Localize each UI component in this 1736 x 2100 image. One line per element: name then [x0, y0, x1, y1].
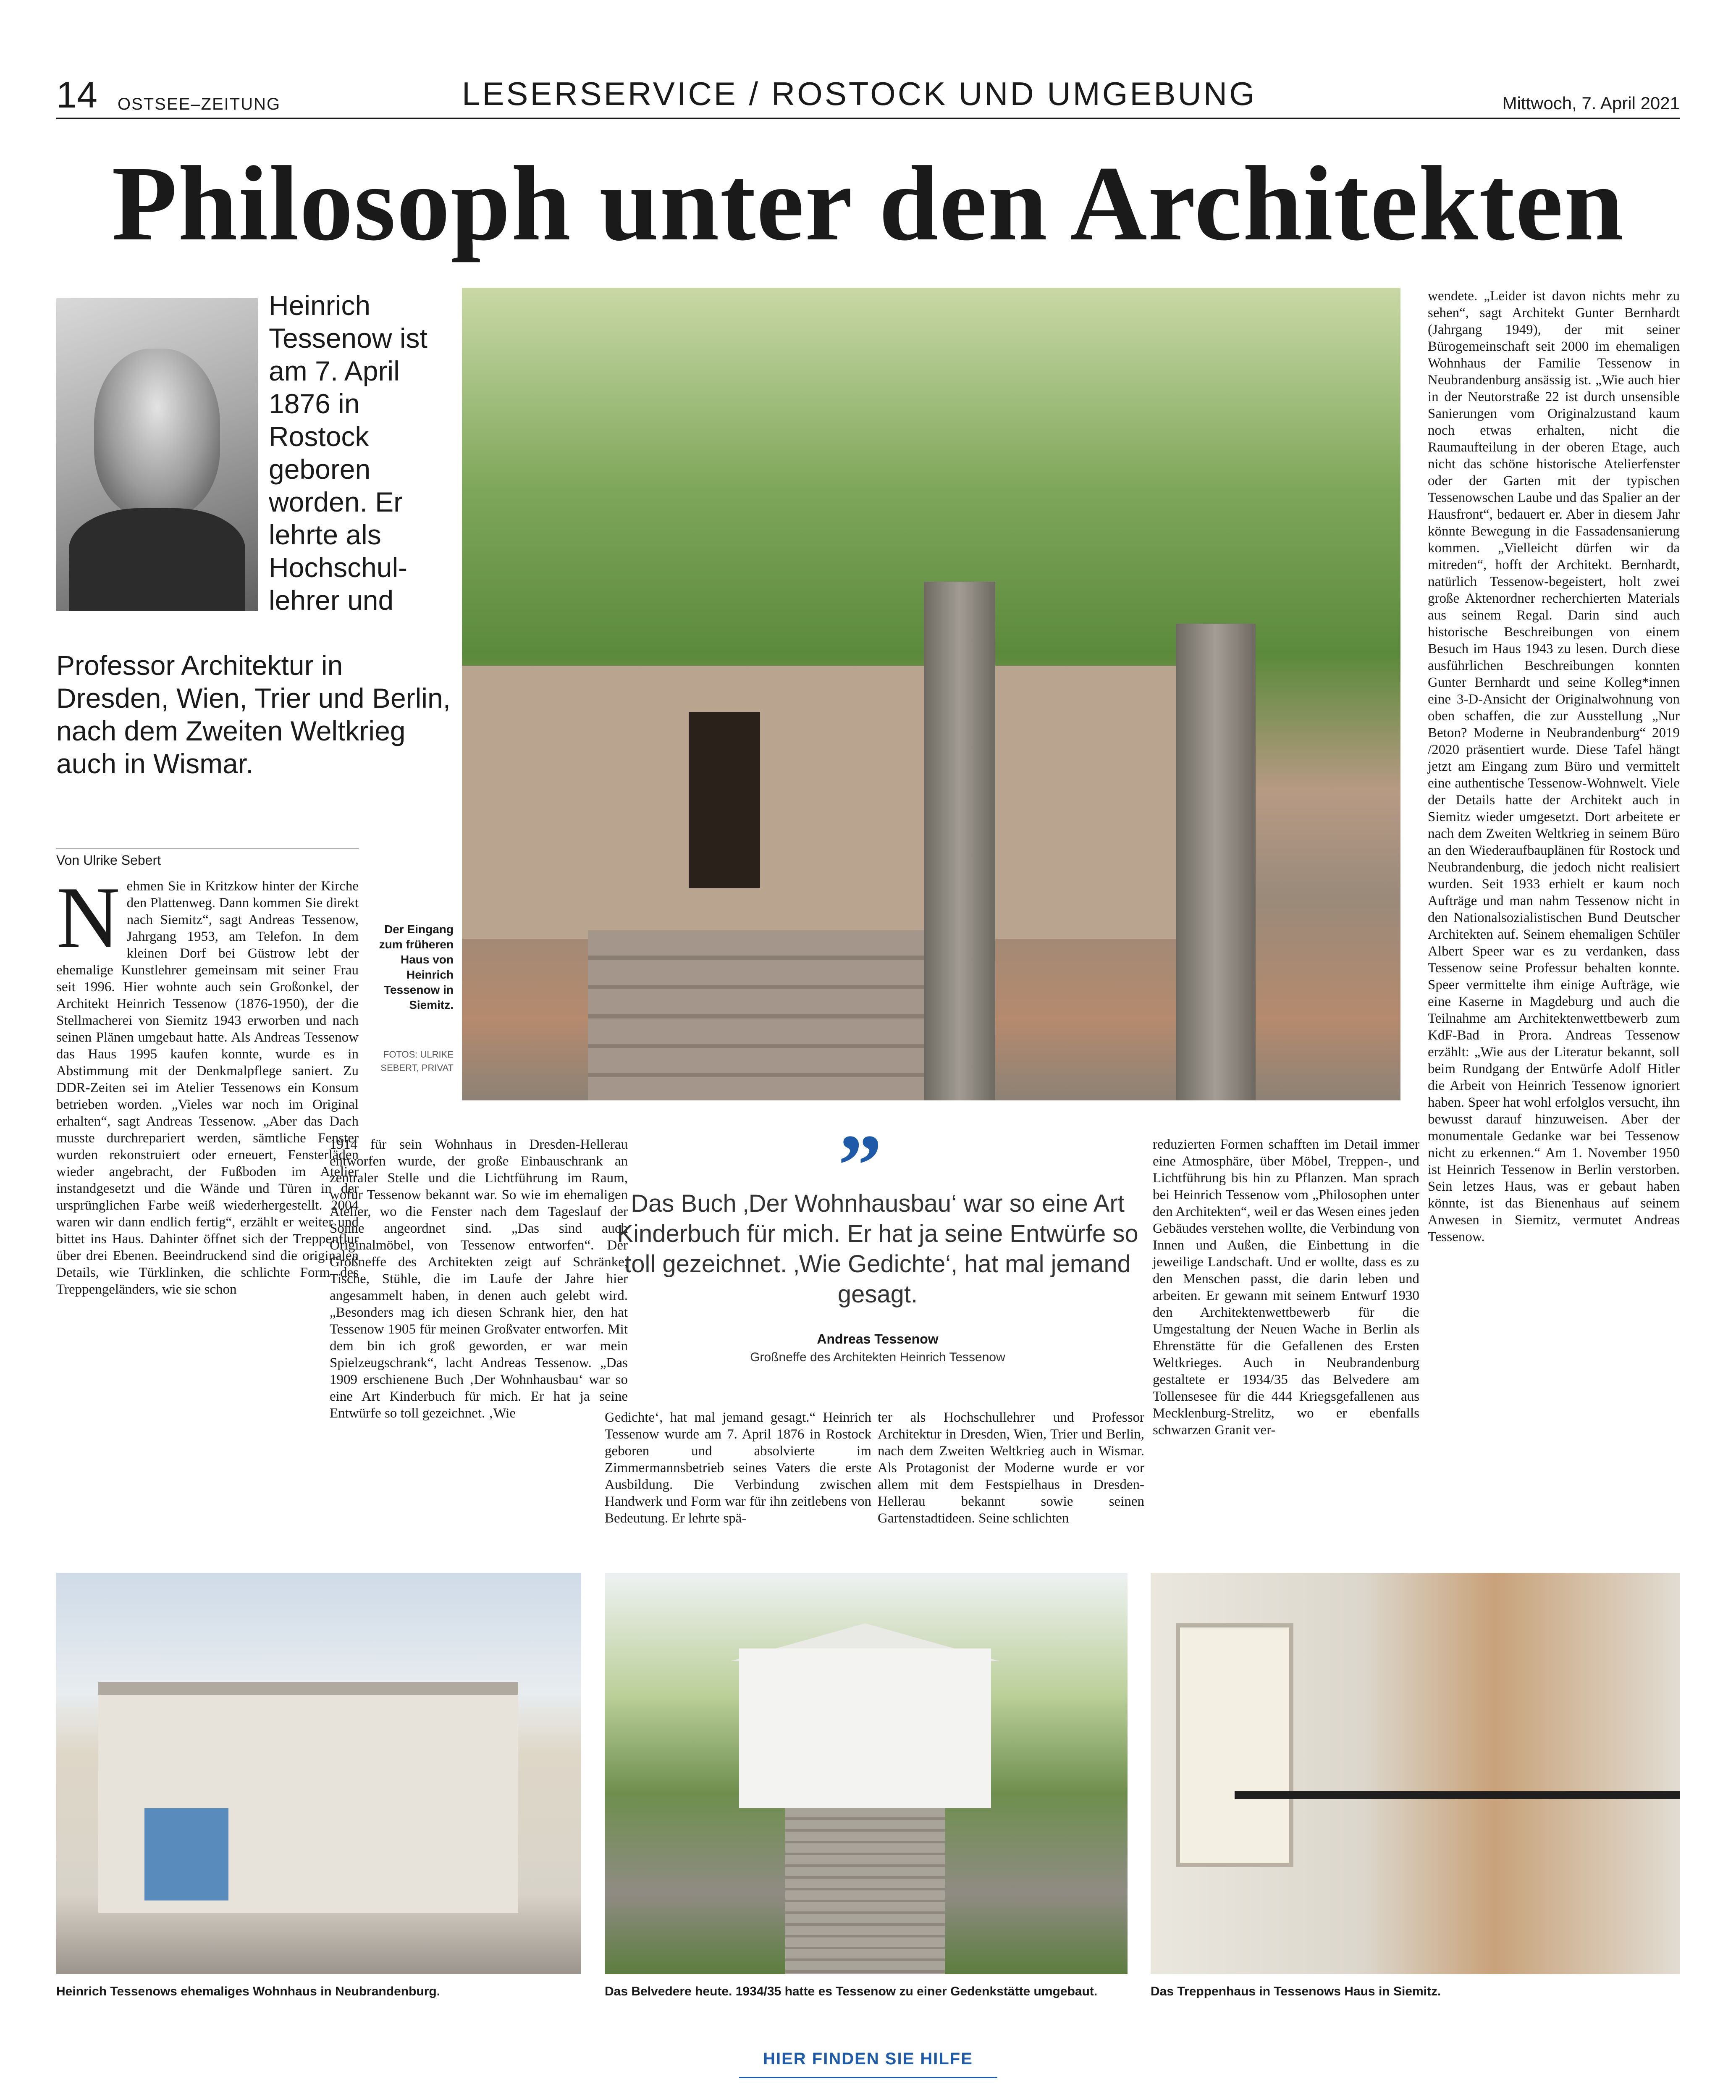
photo-caption: Heinrich Tessenows ehemaliges Wohnhaus in Neubrandenburg.: [56, 1984, 441, 1998]
house-door: [689, 712, 760, 888]
section-title: LESERSERVICE / ROSTOCK UND UMGEBUNG: [462, 75, 1257, 112]
headline: Philosoph unter den Architekten: [112, 144, 1624, 263]
article-column-6: wendete. „Leider ist davon nichts mehr zu sehen“, sagt Architekt Gunter Bernhardt (Jahrgang 1949), der mit seiner Bürogemeinschaft seit 2000 im ehemaligen Wohnhaus der Familie Tessenow in Neubrandenburg ansässig ist. „Wie auch hier in der Neutorstraße 22 ist durch unsensible Sanierungen vom Originalzustand kaum noch etwas erhalten, nicht die Raumaufteilung in der oberen Etage, auch nicht das schöne historische Atelierfenster oder der Garten mit der typischen Tessenowschen Laube und das Spalier an der Hausfront“, bedauert er. Aber in diesem Jahr könnte Bewegung in die Fassadensanierung kommen. „Vielleicht dürfen wir da mitreden“, hofft der Architekt. Bernhardt, natürlich Tessenow-begeistert, holt zwei große Aktenordner recherchierten Materials aus seinem Regal. Darin sind auch historische Beschreibungen von einem Besuch im Haus 1943 zu lesen. Durch diese ausführlichen Beschreibungen konnten Gunter Bernhardt und seine Kolleg*innen eine 3-D-Ansicht der Originalwohnung von oben schaffen, die zur Ausstellung „Nur Beton? Moderne in Neubrandenburg“ 2019 /2020 präsentiert wurde. Diese Tafel hängt jetzt am Eingang zum Büro und vermittelt eine authentische Tessenow-Wohnwelt. Viele der Details hatte der Architekt auch in Siemitz wieder umgesetzt. Dort arbeitete er nach dem Zweiten Weltkrieg in seinem Büro an den Wiederaufbauplänen für Rostock und Neubrandenburg, die jedoch nicht realisiert wurden. Seit 1933 erhielt er kaum noch Aufträge und man nahm Tessenow nicht in den Nationalsozialistischen Bund Deutscher Architekten auf. Seinem ehemaligen Schüler Albert Speer war es zu verdanken, dass Tessenow seine Professur behalten konnte. Speer vermittelte ihm einige Aufträge, wie eine Kaserne in Magdeburg und auch die Teilnahme am Architektenwettbewerb zum KdF-Bad in Prora. Andreas Tessenow erzählt: „Wie aus der Literatur bekannt, soll beim Rundgang der Entwürfe Adolf Hitler die Arbeit von Heinrich Tessenow ignoriert haben. Speer hat wohl erfolglos versucht, ihn bewusst darauf hinzuweisen. Aber der monumentale Gedanke war bei Tessenow nicht zu erkennen.“ Am 1. November 1950 ist Heinrich Tessenow in Berlin verstorben. Sein letzes Haus, was er gebaut haben könnte, ist das Bienenhaus auf seinem Anwesen in Siemitz, vermutet Andreas Tessenow.: [1428, 289, 1680, 1244]
photo-staircase: [1151, 1573, 1680, 1974]
portrait-photo: [56, 298, 258, 611]
photo-caption: Das Belvedere heute. 1934/35 hatte es Tessenow zu einer Gedenkstätte umgebaut.: [605, 1984, 1098, 1998]
temple: [739, 1648, 991, 1808]
photo-belvedere: [605, 1573, 1128, 1974]
main-photo-caption: Der Eingang zum früheren Haus von Heinrich Tessenow in Siemitz.: [379, 923, 454, 1011]
photo-caption: Das Treppenhaus in Tessenows Haus in Siemitz.: [1151, 1984, 1441, 1998]
header-rule: [56, 118, 1680, 119]
paper-name: OSTSEE–ZEITUNG: [118, 95, 281, 113]
help-title-rule: [739, 2077, 997, 2078]
window: [1176, 1623, 1293, 1867]
stone-stairs: [785, 1808, 945, 1974]
quote-author: Andreas Tessenow: [817, 1331, 939, 1347]
tree-trunk: [1176, 624, 1256, 1100]
handrail: [1235, 1791, 1680, 1799]
blue-door: [144, 1808, 228, 1900]
intro-text-left: Professor Architektur in Dresden, Wien, Trier und Berlin, nach dem Zweiten Weltkrieg auch in Wismar.: [56, 650, 451, 779]
article-column-2: 1914 für sein Wohnhaus in Dresden-Hellerau entworfen wurde, der große Einbauschrank an zentraler Stelle und die Lichtführung im Raum, wofür Tessenow bekannt war. So wie im ehemaligen Atelier, wo die Fenster nach dem Tageslauf der Sonne angeordnet sind. „Das sind auch Originalmöbel, von Tessenow entworfen“. Der Großneffe des Architekten zeigt auf Schränke, Tische, Stühle, die im Laufe der Jahre hier angesammelt haben, in denen auch gelebt wird. „Besonders mag ich diesen Schrank hier, den hat Tessenow 1905 für meinen Großvater entworfen. Mit dem bin ich groß geworden, er war mein Spielzeugschrank“, lacht Andreas Tessenow. „Das 1909 erschienene Buch ‚Der Wohnhausbau‘ war so eine Art Kinderbuch für mich. Er hat ja seine Entwürfe so toll gezeichnet. ‚Wie: [330, 1137, 628, 1421]
house-wall: [462, 666, 1176, 939]
portrait-face: [94, 349, 220, 517]
article-column-4: ter als Hochschullehrer und Professor Architektur in Dresden, Wien, Trier und Berlin, nach dem Zweiten Weltkrieg auch in Wismar. Als Protagonist der Moderne wurde er vor allem mit dem Festspielhaus in Dresden-Hellerau bekannt sowie seinen Gartenstadtideen. Seine schlichten: [878, 1410, 1144, 1526]
quote-author-role: Großneffe des Architekten Heinrich Tessenow: [750, 1350, 1005, 1364]
quote-icon: ”: [838, 1117, 882, 1214]
help-section-title: HIER FINDEN SIE HILFE: [763, 2050, 973, 2068]
article-column-3: Gedichte‘, hat mal jemand gesagt.“ Heinrich Tessenow wurde am 7. April 1876 in Rostock geboren und absolvierte im Zimmermannsbetrieb seines Vaters die erste Ausbildung. Die Verbindung zwischen Handwerk und Form war für ihn zeitlebens von Bedeutung. Er lehrte spä-: [605, 1410, 871, 1526]
entrance-steps: [588, 930, 966, 1100]
article-column-5: reduzierten Formen schafften im Detail immer eine Atmosphäre, über Möbel, Treppen-, und Lichtführung bis hin zu Pflanzen. Man sprach bei Heinrich Tessenow vom „Philosophen unter den Architekten“, weil er das Wesen eines jeden Gebäudes verstehen wollte, die Verbindung von Innen und Außen, die Einbettung in die jeweilige Landschaft. Und er wollte, dass es zu den Menschen passt, die darin leben und arbeiten. Er gewann mit seinem Entwurf 1930 den Architektenwettbewerb für die Umgestaltung der Neuen Wache in Berlin als Ehrenstätte für die Gefallenen des Ersten Weltkrieges. Auch in Neubrandenburg gestaltete er 1934/35 das Belvedere am Tollensesee für die 444 Kriegsgefallenen aus Mecklenburg-Strelitz, wo er ebenfalls schwarzen Granit ver-: [1153, 1137, 1419, 1438]
article-column-1: [56, 869, 359, 1298]
page-number: 14: [56, 74, 97, 116]
issue-date: Mittwoch, 7. April 2021: [1502, 93, 1680, 113]
pull-quote: Das Buch ‚Der Wohnhausbau‘ war so eine Art Kinderbuch für mich. Er hat ja seine Entwürfe so toll gezeichnet. ‚Wie Gedichte‘, hat mal jemand gesagt.: [617, 1190, 1138, 1308]
byline: Von Ulrike Sebert: [56, 848, 359, 868]
portrait-coat: [69, 508, 245, 611]
photo-house-neubrandenburg: [56, 1573, 581, 1974]
intro-text-right: Heinrich Tessenow ist am 7. April 1876 in Rostock geboren worden. Er lehrte als Hochschul-lehrer und: [269, 290, 427, 616]
drop-cap: N: [56, 869, 120, 966]
photo-credit: FOTOS: ULRIKE SEBERT, PRIVAT: [380, 1049, 454, 1073]
article-text: ehmen Sie in Kritzkow hinter der Kirche den Plattenweg. Dann kommen Sie direkt nach Siemitz“, sagt Andreas Tessenow, Jahrgang 1953, am Telefon. In dem kleinen Dorf bei Güstrow lebt der ehemalige Kunstlehrer gemeinsam mit seiner Frau seit 1996. Hier wohnte auch sein Großonkel, der Architekt Heinrich Tessenow (1876-1950), der die Stellmacherei von Siemitz 1943 erworben und nach seinen Plänen umgebaut hatte. Als Andreas Tessenow das Haus 1995 kaufen konnte, wurde es in Abstimmung mit der Denkmalpflege saniert. Zu DDR-Zeiten sei im Atelier Tessenows ein Konsum betrieben worden. „Vieles war noch im Original erhalten“, sagt Andreas Tessenow. „Aber das Dach musste durchrepariert werden, sämtliche Fenster wurden rekonstruiert oder erneuert, Fensterläden wieder angebracht, der Fußboden im Atelier instandgesetzt und die Wände und Türen in der ursprünglichen Farbe weiß wiederhergestellt. 2004 waren wir dann endlich fertig“, erzählt er weiter und bittet ins Haus. Dahinter öffnet sich der Treppenflur über drei Ebenen. Beeindruckend sind die originalen Details, wie Türklinken, die schlichte Form des Treppengeländers, wie sie schon: [56, 879, 359, 1297]
main-photo-entrance: [462, 288, 1400, 1100]
tree-trunk: [924, 582, 995, 1100]
